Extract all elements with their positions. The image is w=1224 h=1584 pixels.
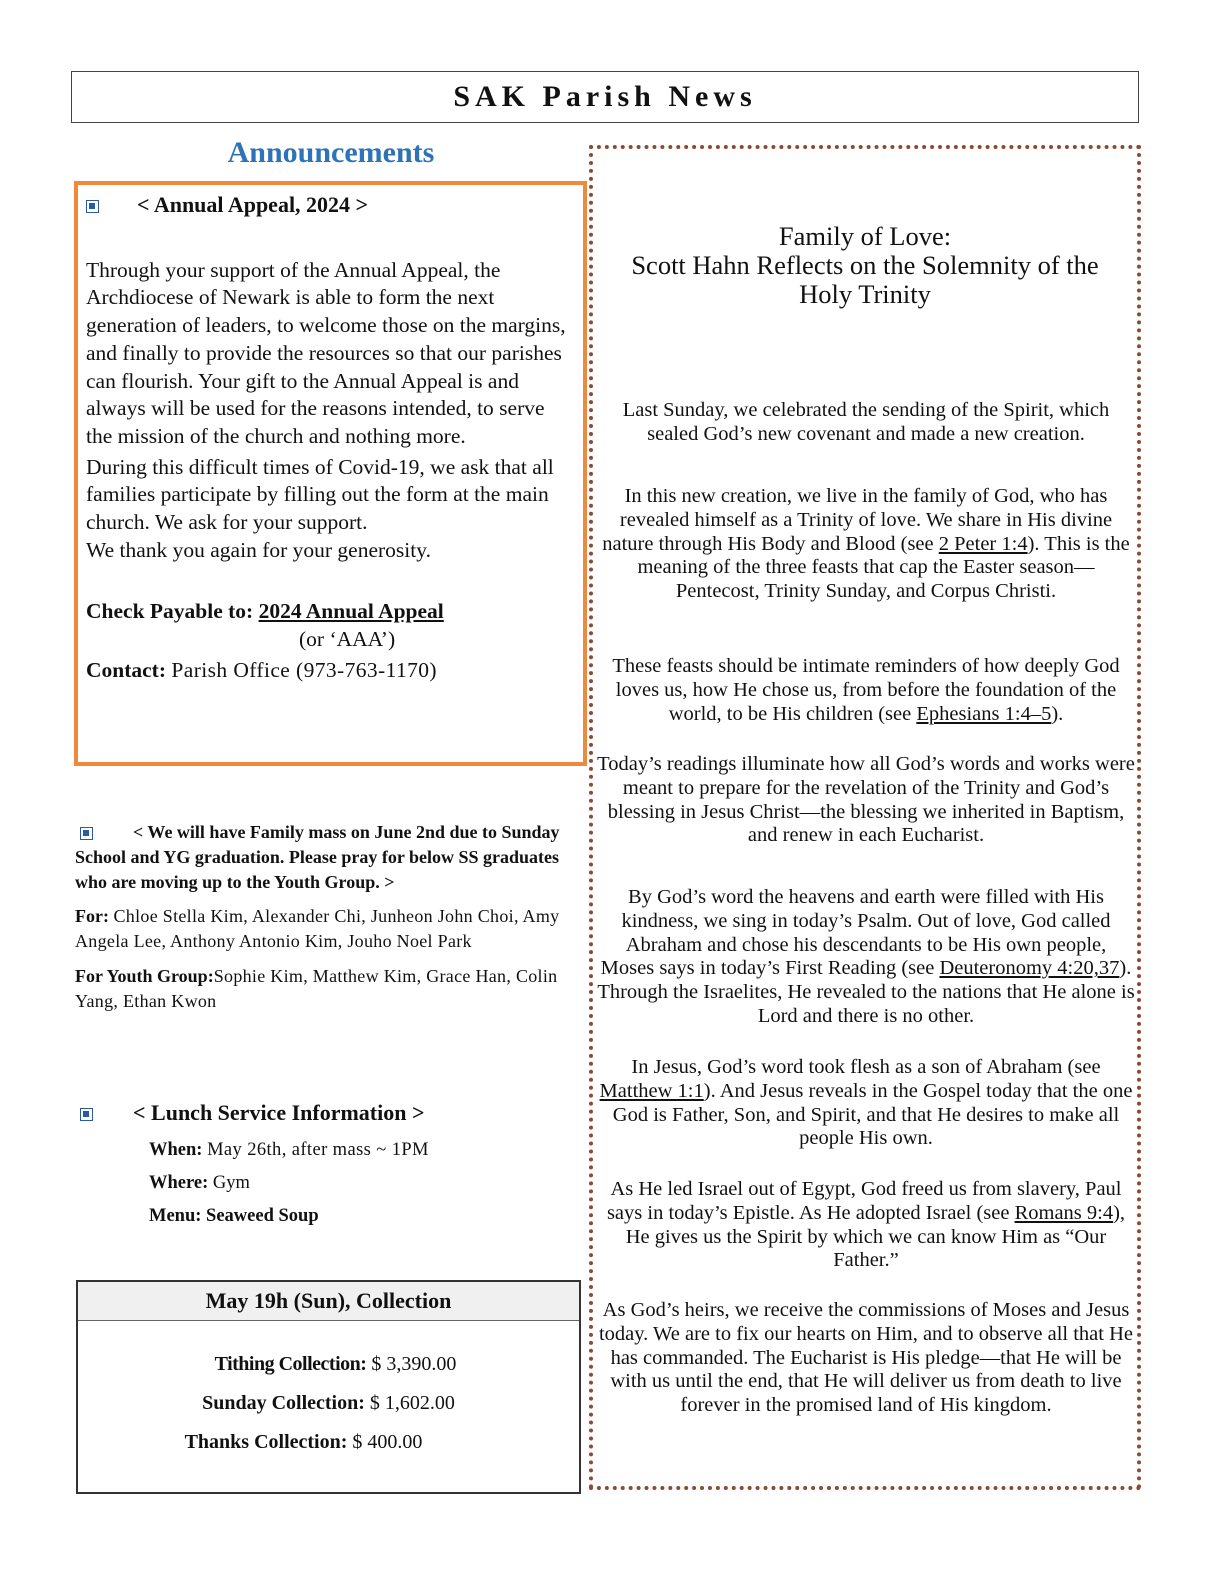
checkbox-bullet-icon xyxy=(80,827,93,840)
masthead xyxy=(71,71,1139,123)
reflection-title-line1: Family of Love: xyxy=(778,221,952,251)
lunch-where-row: Where: Gym xyxy=(149,1173,250,1193)
reflection-title xyxy=(589,222,1141,309)
lunch-menu-row: Menu: Seaweed Soup xyxy=(149,1206,319,1226)
contact-label: Contact: xyxy=(86,657,167,682)
annual-appeal-para1: Through your support of the Annual Appeal, the Archdiocese of Newark is able to form the next generation of leaders, to welcome those on the margins, and finally to provide the resources so that our parishes can flourish. Your gift to the Annual Appeal is and always will be used for the reasons intended, to serve the mission of the church and nothing more. xyxy=(86,257,566,448)
contact-line xyxy=(86,657,575,685)
lunch-where-value: Gym xyxy=(212,1173,250,1193)
tithing-collection-value: $ 3,390.00 xyxy=(371,1353,457,1375)
collection-box xyxy=(76,1280,581,1494)
scripture-link-matthew[interactable]: Matthew 1:1 xyxy=(599,1079,704,1102)
reflection-title-line2: Scott Hahn Reflects on the Solemnity of the Holy Trinity xyxy=(631,250,1099,309)
graduates-names: Chloe Stella Kim, Alexander Chi, Junheon John Choi, Amy Angela Lee, Anthony Antonio Kim, Jouho Noel Park xyxy=(75,906,560,951)
sunday-collection-row: Sunday Collection: $ 1,602.00 xyxy=(202,1392,455,1414)
checkbox-bullet-icon xyxy=(80,1108,93,1121)
scripture-link-2-peter[interactable]: 2 Peter 1:4 xyxy=(938,532,1028,555)
youth-group-line xyxy=(75,964,580,1014)
lunch-when-row: When: May 26th, after mass ~ 1PM xyxy=(149,1140,429,1160)
check-payable-label: Check Payable to: xyxy=(86,599,254,624)
annual-appeal-para2: During this difficult times of Covid-19, we ask that all families participate by filling out the form at the main church. We ask for your support. xyxy=(86,454,554,535)
reflection-para-2: In this new creation, we live in the family of God, who has revealed himself as a Trinity of love. We share in His divine nature through His Body and Blood (see 2 Peter 1:4). This is the meaning of the three feasts that cap the Easter season— Pentecost, Trinity Sunday, and Corpus Christi. xyxy=(602,485,1130,603)
reflection-para-8: As God’s heirs, we receive the commissions of Moses and Jesus today. We are to fix our hearts on Him, and to observe all that He has commanded. The Eucharist is His pledge—that He will be with us until the end, that He will deliver us from death to live forever in the promised land of His kingdom. xyxy=(598,1299,1134,1417)
sunday-collection-value: $ 1,602.00 xyxy=(369,1392,455,1414)
announcements-title: Announcements xyxy=(227,136,435,169)
tithing-collection-row: Tithing Collection: $ 3,390.00 xyxy=(214,1353,457,1375)
scripture-link-deuteronomy[interactable]: Deuteronomy 4:20,37 xyxy=(939,957,1120,980)
checkbox-bullet-icon xyxy=(86,200,99,213)
thanks-collection-row: Thanks Collection: $ 400.00 xyxy=(184,1431,423,1453)
annual-appeal-box xyxy=(74,181,587,766)
reflection-para-1: Last Sunday, we celebrated the sending of the Spirit, which sealed God’s new covenant and made a new creation. xyxy=(622,399,1110,445)
reflection-para-4: Today’s readings illuminate how all God’s words and works were meant to prepare for the revelation of the Trinity and God’s blessing in Jesus Christ—the blessing we inherited in Baptism, and renew in each Eucharist. xyxy=(597,753,1135,847)
contact-value: Parish Office (973-763-1170) xyxy=(171,657,437,682)
lunch-service-heading: < Lunch Service Information > xyxy=(80,1100,580,1126)
reflection-para-5: By God’s word the heavens and earth were filled with His kindness, we sing in today’s Psalm. Out of love, God called Abraham and chose his descendants to be His own people, Moses says in today’s First Reading (see Deuteronomy 4:20,37). Through the Israelites, He revealed to the nations that He alone is Lord and there is no other. xyxy=(597,886,1135,1027)
lunch-when-value: May 26th, after mass ~ 1PM xyxy=(207,1140,429,1160)
annual-appeal-para3: We thank you again for your generosity. xyxy=(86,537,431,562)
youth-group-names: Sophie Kim, Matthew Kim, Grace Han, Colin Yang, Ethan Kwon xyxy=(75,966,558,1011)
check-payable-line xyxy=(86,598,575,626)
scripture-link-romans[interactable]: Romans 9:4 xyxy=(1014,1201,1114,1224)
reflection-para-3: These feasts should be intimate reminders of how deeply God loves us, how He chose us, from before the foundation of the world, to be His children (see Ephesians 1:4–5). xyxy=(612,655,1120,725)
graduates-label: For: xyxy=(75,906,109,926)
check-payable-alt: (or ‘AAA’) xyxy=(299,627,396,652)
graduates-line xyxy=(75,904,580,954)
masthead-title: SAK Parish News xyxy=(453,80,757,113)
collection-heading: May 19h (Sun), Collection xyxy=(78,1282,579,1321)
family-mass-heading: < We will have Family mass on June 2nd due to Sunday School and YG graduation. Please pray for below SS graduates who are moving up to the Youth Group. > xyxy=(75,822,560,892)
check-payable-value: 2024 Annual Appeal xyxy=(258,599,444,624)
annual-appeal-heading: < Annual Appeal, 2024 > xyxy=(86,191,575,219)
reflection-para-6: In Jesus, God’s word took flesh as a son of Abraham (see Matthew 1:1). And Jesus reveals in the Gospel today that the one God is Father, Son, and Spirit, and that He desires to make all people His own. xyxy=(599,1056,1133,1150)
family-mass-block xyxy=(75,820,580,1014)
lunch-service-block xyxy=(80,1100,580,1227)
lunch-menu-value: Seaweed Soup xyxy=(206,1206,319,1226)
scripture-link-ephesians[interactable]: Ephesians 1:4–5 xyxy=(916,702,1052,725)
reflection-para-7: As He led Israel out of Egypt, God freed us from slavery, Paul says in today’s Epistle. As He adopted Israel (see Romans 9:4), He gives us the Spirit by which we can know Him as “Our Father.” xyxy=(606,1178,1126,1272)
thanks-collection-value: $ 400.00 xyxy=(352,1431,423,1453)
youth-group-label: For Youth Group: xyxy=(75,966,214,986)
